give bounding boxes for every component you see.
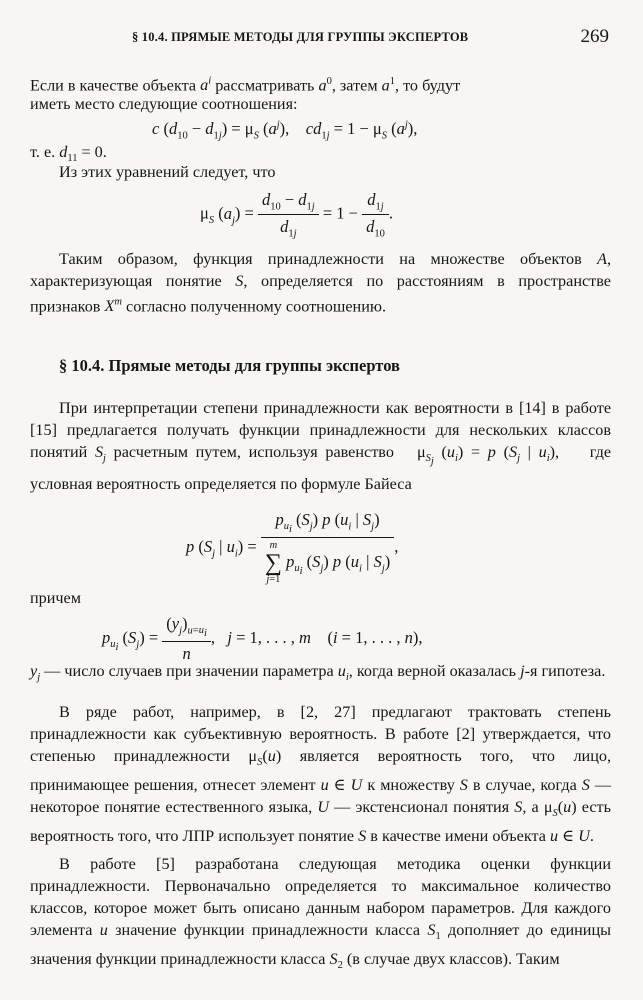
book-page (30, 0, 611, 1000)
paragraph-bayes-intro: При интерпретации степени принадлежности как вероятности в [14] в работе [15] предлагается получать функции принадлежности для нескольких классов понятий $S_j$ расчетным путем, используя равенство $\mu_{S_j}$ $(u_i) = p$ ($S_j$ | $u_i$), где условная вероятность определяется по формуле Байеса (30, 399, 612, 494)
formula-bayes: p ($S_j$ | $u_i$) = $p_{u_i}$ $(S_j)$ p ($u_i$ | $S_j$) m ∑ j=1 $p_{u_i}$ $(S_j)$ p ($u_i$ | $S_j$) , (186, 510, 399, 586)
paragraph-method: В работе [5] разработана следующая методика оценки функции принадлежности. Первоначально определяется то максимальное количество классов, которое может быть описано данным набором параметров. Для каждого элемента u значение функции принадлежности класса $S_1$ дополняет до единицы значения функции принадлежности класса $S_2$ (в случае двух классов). Таким (30, 855, 611, 972)
intro-line-3: Из этих уравнений следует, что (59, 163, 276, 181)
formula-relations: c $(d_{10} - d_{1j}) = \mu_S$ $(a^j)$, $cd_{1j} = 1 - \mu_S$ $(a^j)$, (152, 119, 418, 142)
te-line: т. е. $d_{11} = 0$. (30, 143, 107, 165)
intro-line-2: иметь место следующие соотношения: (30, 95, 298, 113)
paragraph-subjective: В ряде работ, например, в [2, 27] предлагают трактовать степень принадлежности как субъективную вероятность. В работе [2] утверждается, что степенью принадлежности $\mu_S(u)$ является вероятность того, что лицо, принимающее решения, отнесет элемент u ∈ U к множеству S в случае, когда S — некоторое понятие естественного языка, U — экстенсионал понятия S, а $\mu_S(u)$ есть вероятность того, что ЛПР использует понятие S в качестве имени объекта u ∈ U. (30, 703, 612, 846)
formula-p-u: $p_{u_i}$ $(S_j)$ = $\frac{(y_j)_{u=u_i}}{n}$ , j = 1, . . . , m (i = 1, . . . , n), (102, 614, 423, 664)
running-header (30, 26, 611, 50)
formula-mu: $\mu_S$ $(a_j)$ = $\frac{d_{10} - d_{1j}}{d_{1j}}$ = 1 − $\frac{d_{1j}}{d_{10}}$ . (200, 190, 393, 240)
page-number: 269 (580, 26, 609, 47)
intro-line-1: Если в качестве объекта $a^i$ рассматривать $a^0$, затем $a^1$, то будут (30, 76, 461, 95)
paragraph-conclusion: Таким образом, функция принадлежности на множестве объектов A, характеризующая понятие S, определяется по расстояниям в пространстве признаков $X^m$ согласно полученному соотношению. (30, 250, 611, 316)
running-header-title: § 10.4. ПРЯМЫЕ МЕТОДЫ ДЛЯ ГРУППЫ ЭКСПЕРТОВ (132, 30, 469, 44)
prichem-label: причем (30, 589, 81, 607)
section-heading: § 10.4. Прямые методы для группы экспертов (59, 356, 400, 375)
paragraph-yj: $y_j$ — число случаев при значении параметра $u_i$, когда верной оказалась j-я гипотеза. (30, 662, 606, 684)
